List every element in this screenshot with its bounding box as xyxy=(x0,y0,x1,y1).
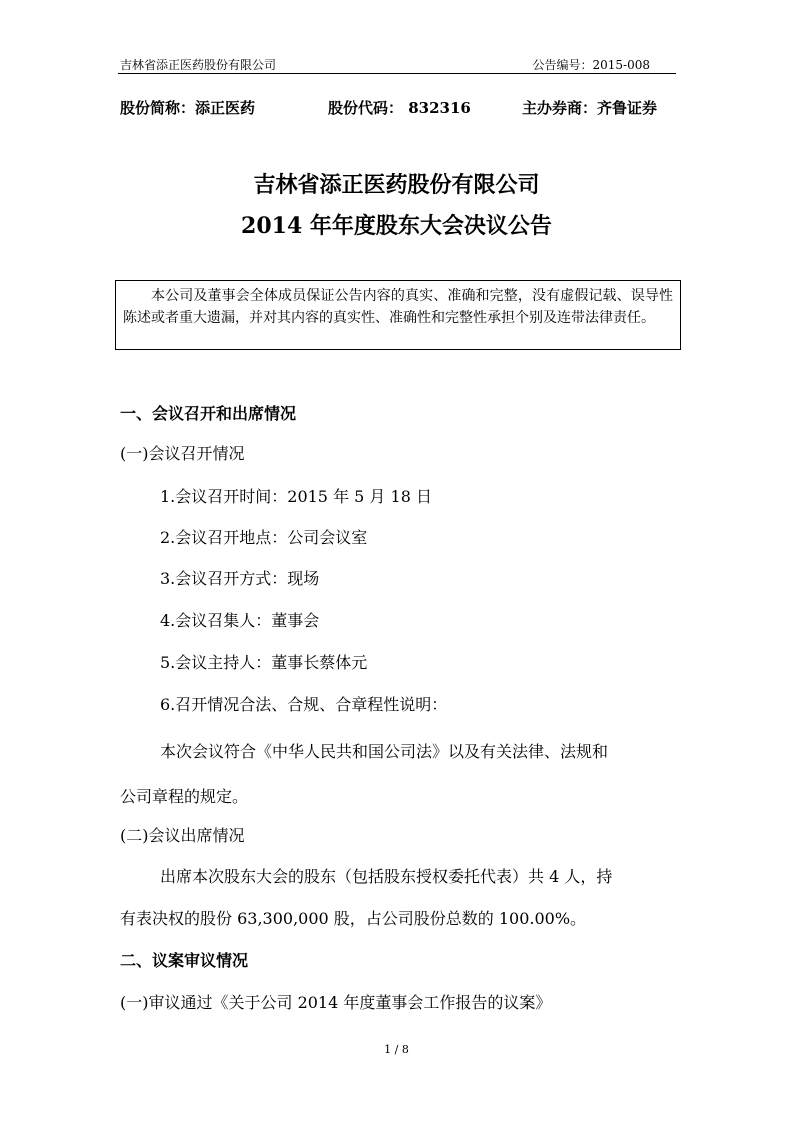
header-company: 吉林省添正医药股份有限公司 xyxy=(120,58,277,72)
section-1-sub-1: (一)会议召开情况 xyxy=(120,444,245,463)
stock-short-name: 股份简称：添正医药 xyxy=(120,99,256,117)
legality-paragraph-line-2: 公司章程的规定。 xyxy=(120,787,249,806)
list-item: 3.会议召开方式：现场 xyxy=(160,569,320,588)
list-item: 4.会议召集人：董事会 xyxy=(160,611,320,630)
attendance-paragraph-line-2: 有表决权的股份 63,300,000 股，占公司股份总数的 100.00%。 xyxy=(120,909,587,928)
list-item: 2.会议召开地点：公司会议室 xyxy=(160,528,368,547)
title-company: 吉林省添正医药股份有限公司 xyxy=(253,172,540,198)
title-announcement: 2014 年年度股东大会决议公告 xyxy=(241,213,552,239)
stock-code: 股份代码： 832316 xyxy=(328,99,471,117)
list-item: 1.会议召开时间：2015 年 5 月 18 日 xyxy=(160,487,432,506)
section-2-heading: 二、议案审议情况 xyxy=(120,951,249,970)
section-1-sub-2: (二)会议出席情况 xyxy=(120,826,245,845)
header-notice-number: 公告编号：2015-008 xyxy=(532,58,650,72)
header-rule xyxy=(118,73,676,74)
section-2-sub-1: (一)审议通过《关于公司 2014 年度董事会工作报告的议案》 xyxy=(120,993,552,1012)
legality-paragraph-line-1: 本次会议符合《中华人民共和国公司法》以及有关法律、法规和 xyxy=(160,742,609,761)
attendance-paragraph-line-1: 出席本次股东大会的股东（包括股东授权委托代表）共 4 人，持 xyxy=(160,867,613,886)
disclaimer-text: 本公司及董事会全体成员保证公告内容的真实、准确和完整，没有虚假记载、误导性陈述或者重大遗漏，并对其内容的真实性、准确性和完整性承担个别及连带法律责任。 xyxy=(123,288,673,326)
sponsor-broker: 主办券商：齐鲁证券 xyxy=(522,99,658,117)
list-item: 6.召开情况合法、合规、合章程性说明： xyxy=(160,695,448,714)
section-1-heading: 一、会议召开和出席情况 xyxy=(120,404,297,423)
list-item: 5.会议主持人：董事长蔡体元 xyxy=(160,653,368,672)
page-number: 1 / 8 xyxy=(384,1043,409,1056)
disclaimer-box xyxy=(115,280,681,350)
